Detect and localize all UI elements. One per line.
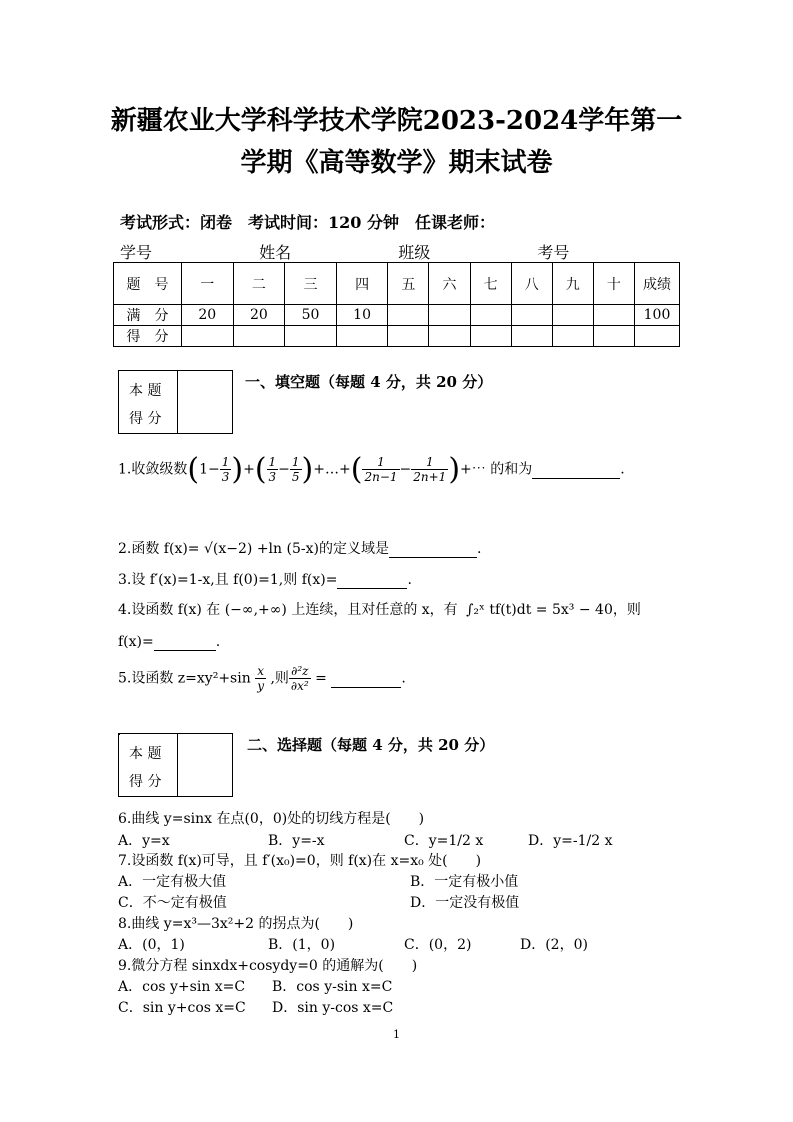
- table-cell: 八: [511, 263, 552, 305]
- table-cell: [470, 305, 511, 326]
- table-cell: [593, 305, 634, 326]
- score-box-label-1: 本 题: [129, 383, 162, 399]
- table-cell: 二: [233, 263, 285, 305]
- table-row: [114, 305, 680, 326]
- option-9c[interactable]: C．sin y+cos x=C: [118, 1000, 246, 1016]
- option-6d[interactable]: D．y=-1/2 x: [528, 833, 613, 849]
- table-cell: 50: [285, 305, 337, 326]
- score-table: [113, 262, 680, 347]
- score-input-cell[interactable]: [429, 326, 470, 347]
- score-input-cell[interactable]: [635, 326, 680, 347]
- table-cell: 20: [233, 305, 285, 326]
- question-9: 9.微分方程 sinxdx+cosydy=0 的通解为( ): [118, 958, 418, 974]
- score-box-label-2: 得 分: [129, 411, 162, 427]
- section1-heading: 一、填空题（每题 4 分，共 20 分）: [245, 373, 493, 391]
- student-id-blank[interactable]: [152, 243, 232, 263]
- q1-suffix: 的和为: [490, 461, 533, 478]
- exam-title-line1: 新疆农业大学科学技术学院2023-2024学年第一: [110, 106, 683, 136]
- option-6a[interactable]: A．y=x: [118, 833, 170, 849]
- table-row: [114, 326, 680, 347]
- score-input-cell[interactable]: [593, 326, 634, 347]
- exam-no-blank[interactable]: [569, 243, 649, 263]
- score-input-cell[interactable]: [182, 326, 234, 347]
- option-7b[interactable]: B．一定有极小值: [410, 874, 519, 890]
- option-6c[interactable]: C．y=1/2 x: [404, 833, 484, 849]
- table-cell: 六: [429, 263, 470, 305]
- score-box-label-1: 本 题: [129, 746, 162, 762]
- table-cell: 九: [552, 263, 593, 305]
- table-cell: 题 号: [114, 263, 182, 305]
- table-cell: 五: [388, 263, 429, 305]
- table-cell: [429, 305, 470, 326]
- score-box-label-2: 得 分: [129, 774, 162, 790]
- option-9d[interactable]: D．sin y-cos x=C: [272, 1000, 394, 1016]
- table-cell: 一: [182, 263, 234, 305]
- table-cell: 100: [635, 305, 680, 326]
- page-number: 1: [393, 1028, 400, 1041]
- option-7d[interactable]: D．一定没有极值: [410, 895, 520, 911]
- option-6b[interactable]: B．y=-x: [268, 833, 325, 849]
- score-input-cell[interactable]: [552, 326, 593, 347]
- table-cell: 四: [336, 263, 388, 305]
- question-5: 5.设函数 z=xy²+sin $\frac{x}{y}$ ,则 $\frac{\text{∂²z}}{\text{∂x²}}$ = .: [118, 664, 406, 693]
- table-cell: [511, 305, 552, 326]
- table-row: [114, 263, 680, 305]
- student-fields: [120, 240, 649, 263]
- question-1: 1.收敛级数(1− $\frac{1}{3}$ )+( $\frac{1}{3}$ − $\frac{1}{5}$ )+…+( $\frac{1}{2n-1}$ − $\frac{1}{2n+1}$ )+⋯ 的和为 .: [118, 452, 625, 487]
- table-cell: 20: [182, 305, 234, 326]
- table-cell: 10: [336, 305, 388, 326]
- name-blank[interactable]: [291, 243, 371, 263]
- field-class: 班级: [398, 243, 431, 262]
- section1-score-box: [118, 370, 233, 434]
- field-student-id: 学号: [120, 243, 153, 262]
- table-cell: [388, 305, 429, 326]
- table-cell: 满 分: [114, 305, 182, 326]
- answer-blank-5[interactable]: [331, 671, 401, 688]
- table-cell: 得 分: [114, 326, 182, 347]
- q4-integral: ∫₂ˣ tf(t)dt = 5x³ − 40: [466, 602, 613, 618]
- class-blank[interactable]: [430, 243, 510, 263]
- exam-info: 考试形式：闭卷 考试时间：120 分钟 任课老师：: [120, 213, 495, 232]
- field-name: 姓名: [259, 243, 292, 262]
- score-input-cell[interactable]: [511, 326, 552, 347]
- option-8c[interactable]: C．(0，2): [404, 937, 472, 953]
- answer-blank-4[interactable]: [154, 634, 216, 651]
- score-input-cell[interactable]: [233, 326, 285, 347]
- option-8a[interactable]: A．(0，1): [118, 937, 185, 953]
- option-8d[interactable]: D．(2，0): [520, 937, 588, 953]
- question-2: 2.函数 f(x)= √(x−2) +ln (5-x)的定义域是 .: [118, 541, 482, 557]
- section2-score-box-frame: [118, 733, 233, 797]
- table-cell: [552, 305, 593, 326]
- score-input-cell[interactable]: [388, 326, 429, 347]
- answer-blank-2[interactable]: [389, 541, 477, 558]
- option-8b[interactable]: B．(1，0): [268, 937, 336, 953]
- table-cell: 七: [470, 263, 511, 305]
- option-7a[interactable]: A．一定有极大值: [118, 874, 227, 890]
- question-8: 8.曲线 y=x³—3x²+2 的拐点为( ): [118, 916, 354, 932]
- score-input-cell[interactable]: [285, 326, 337, 347]
- option-7c[interactable]: C．不～定有极值: [118, 895, 227, 911]
- option-9a[interactable]: A．cos y+sin x=C: [118, 979, 246, 995]
- score-input-cell[interactable]: [336, 326, 388, 347]
- answer-blank-1[interactable]: [532, 462, 620, 479]
- field-exam-no: 考号: [537, 243, 570, 262]
- question-3: 3.设 f′(x)=1-x,且 f(0)=1,则 f(x)= .: [118, 572, 412, 588]
- section2-heading: 二、选择题（每题 4 分，共 20 分）: [247, 736, 495, 754]
- answer-blank-3[interactable]: [337, 572, 407, 589]
- question-7: 7.设函数 f(x)可导，且 f′(x₀)=0，则 f(x)在 x=x₀ 处( ): [118, 853, 482, 869]
- table-cell: 十: [593, 263, 634, 305]
- question-6: 6.曲线 y=sinx 在点(0，0)处的切线方程是( ): [118, 811, 425, 827]
- score-input-cell[interactable]: [470, 326, 511, 347]
- table-cell: 三: [285, 263, 337, 305]
- q1-prefix: 1.收敛级数: [118, 461, 188, 478]
- question-4-line2: f(x)= .: [118, 634, 221, 650]
- exam-title-line2: 学期《高等数学》期末试卷: [240, 148, 553, 178]
- question-4: 4.设函数 f(x) 在 (−∞,+∞) 上连续，且对任意的 x，有 ∫₂ˣ tf(t)dt = 5x³ − 40，则: [118, 602, 641, 618]
- option-9b[interactable]: B．cos y-sin x=C: [272, 979, 393, 995]
- table-cell: 成绩: [635, 263, 680, 305]
